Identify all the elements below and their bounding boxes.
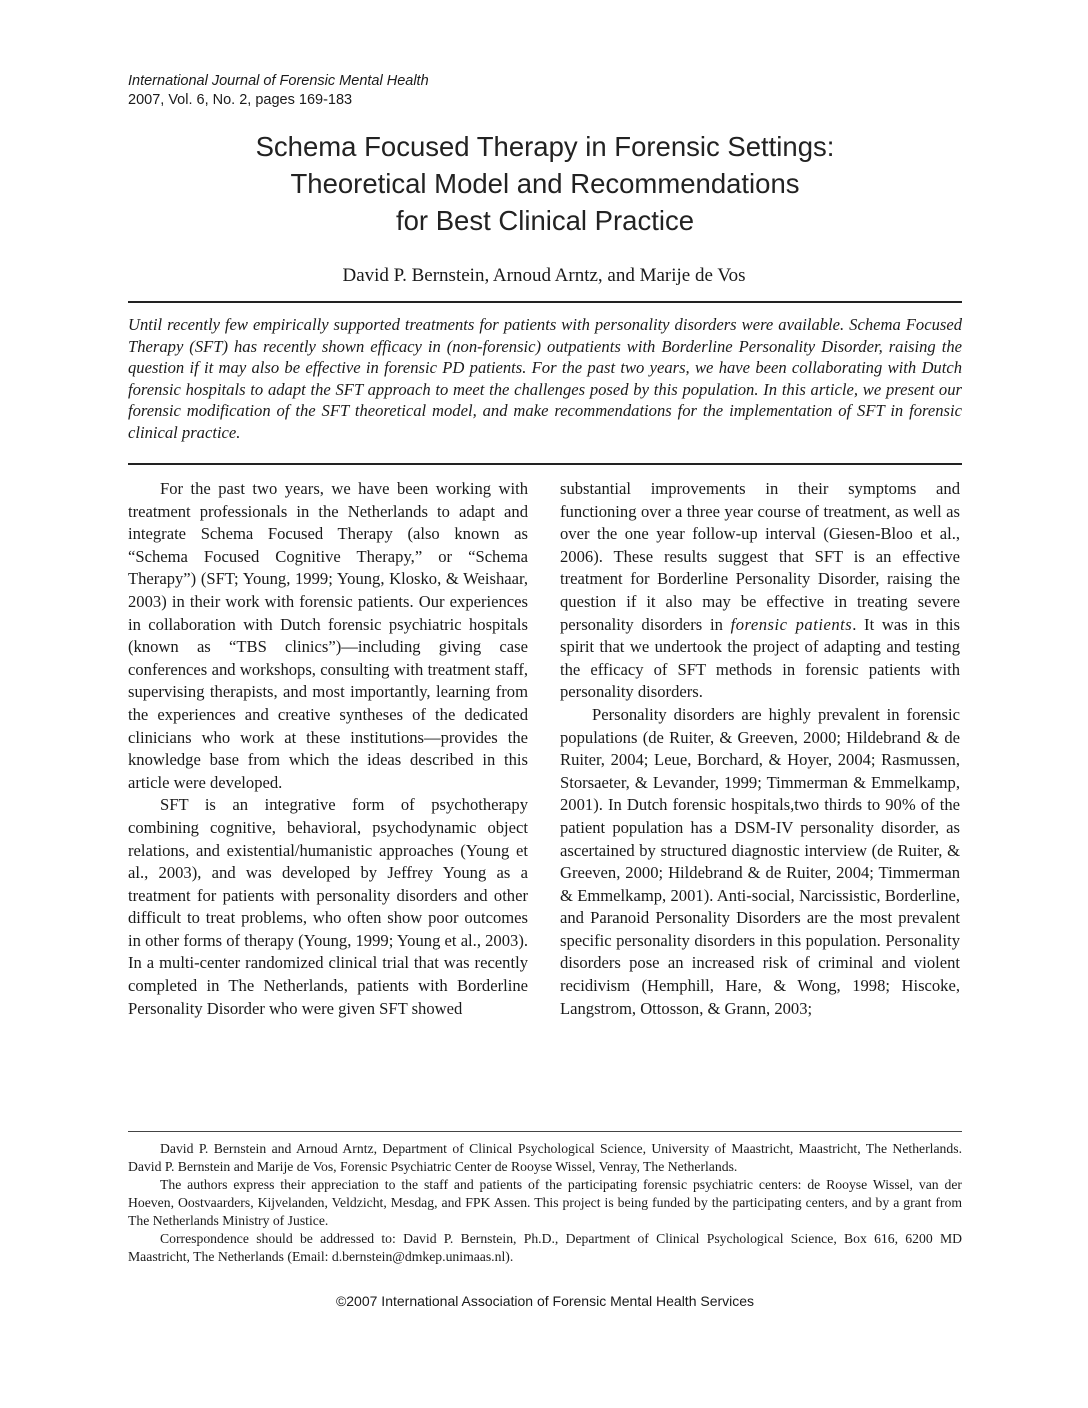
footnote-affiliations: David P. Bernstein and Arnoud Arntz, Department of Clinical Psychological Science, University of Maastricht, Maastricht, The Netherlands. David P. Bernstein and Marije de Vos, Forensic Psychiatric Center de Rooyse Wissel, Venray, The Netherlands. [128,1141,962,1174]
body-paragraph: SFT is an integrative form of psychotherapy combining cognitive, behavioral, psychodynamic object relations, and existential/humanistic approaches (Young et al., 2003), and was developed by Jeffrey Young as a treatment for patients with personality disorders and other difficult to treat problems, who often show poor outcomes in other forms of therapy (Young, 1999; Young et al., 2003). In a multi-center randomized clinical trial that was recently completed in The Netherlands, patients with Borderline Personality Disorder who were given SFT showed [128,795,528,1018]
body-paragraph: Personality disorders are highly prevalent in forensic populations (de Ruiter, & Greeven, 2000; Hildebrand & de Ruiter, 2004; Leue, Borchard, & Hoyer, 2004; Rasmussen, Storsaeter, & Levander, 1999; Timmerman & Emmelkamp, 2001). In Dutch forensic hospitals,two thirds to 90% of the patient population has a DSM-IV personality disorder, as ascertained by structured diagnostic interview (de Ruiter, & Greeven, 2000; Hildebrand & de Ruiter, 2004; Timmerman & Emmelkamp, 2001). Anti-social, Narcissistic, Borderline, and Paranoid Personality Disorders are the most prevalent specific personality disorders in this population. Personality disorders pose an increased risk of criminal and violent recidivism (Hemphill, Hare, & Wong, 1998; Hiscoke, Langstrom, Ottosson, & Grann, 2003; [560,704,960,1018]
footnote-rule [128,1131,962,1132]
body-paragraph: For the past two years, we have been working with treatment professionals in the Netherlands to adapt and integrate Schema Focused Therapy (also known as “Schema Focused Cognitive Therapy,” or “Schema Therapy”) (SFT; Young, 1999; Young, Klosko, & Weishaar, 2003) in their work with forensic patients. Our experiences in collaboration with Dutch forensic psychiatric hospitals (known as “TBS clinics”)—including giving case conferences and workshops, consulting with treatment staff, supervising therapists, and most importantly, learning from the experiences and creative syntheses of the dedicated clinicians who work at these institutions—provides the knowledge base from which the ideas described in this article were developed. [128,479,528,792]
paragraph-text: . It was in this spirit that we undertook the project of adapting and testing the efficacy of SFT methods in forensic patients with personality disorders. [560,614,960,702]
body-paragraph [560,478,960,704]
volume-info: 2007, Vol. 6, No. 2, pages 169-183 [128,92,353,108]
footnote-acknowledgements: The authors express their appreciation to the staff and patients of the participating forensic psychiatric centers: de Rooyse Wissel, van der Hoeven, Oostvaarders, Kijvelanden, Veldzicht, Mesdag, and FPK Assen. This project is being funded by the participating centers, and by a grant from The Netherlands Ministry of Justice. [128,1177,962,1228]
article-title [150,128,940,239]
emphasis-text: forensic patients [730,614,853,634]
footnote-correspondence: Correspondence should be addressed to: David P. Bernstein, Ph.D., Department of Clinical Psychological Science, Box 616, 6200 MD Maastricht, The Netherlands (Email: d.bernstein@dmkep.unimaas.nl). [128,1231,962,1264]
copyright-notice: ©2007 International Association of Forensic Mental Health Services [335,1293,755,1309]
abstract-top-rule [128,301,962,303]
abstract: Until recently few empirically supported treatments for patients with personality disorders were available. Schema Focused Therapy (SFT) has recently shown efficacy in (non-forensic) outpatients with Borderline Personality Disorder, raising the question if it may also be effective in forensic PD patients. For the past two years, we have been collaborating with Dutch forensic hospitals to adapt the SFT approach to meet the challenges posed by this population. In this article, we present our forensic modification of the SFT theoretical model, and make recommendations for the implementation of SFT in forensic clinical practice. [128,315,962,442]
abstract-bottom-rule [128,463,962,465]
body-column-left [128,478,528,1020]
footnotes [128,1140,962,1266]
journal-header [128,72,429,110]
journal-name: International Journal of Forensic Mental Health [128,73,429,89]
title-line-1: Schema Focused Therapy in Forensic Settings: [255,131,835,162]
title-line-3: for Best Clinical Practice [395,205,694,236]
title-line-2: Theoretical Model and Recommendations [290,168,800,199]
author-list: David P. Bernstein, Arnoud Arntz, and Marije de Vos [342,265,746,286]
paragraph-text: substantial improvements in their symptoms and functioning over a three year course of treatment, as well as over the one year follow-up interval (Giesen-Bloo et al., 2006). These results suggest that SFT is an effective treatment for Borderline Personality Disorder, raising the question if it also may be effective in treating severe personality disorders in [560,479,960,634]
body-column-right [560,478,960,1020]
